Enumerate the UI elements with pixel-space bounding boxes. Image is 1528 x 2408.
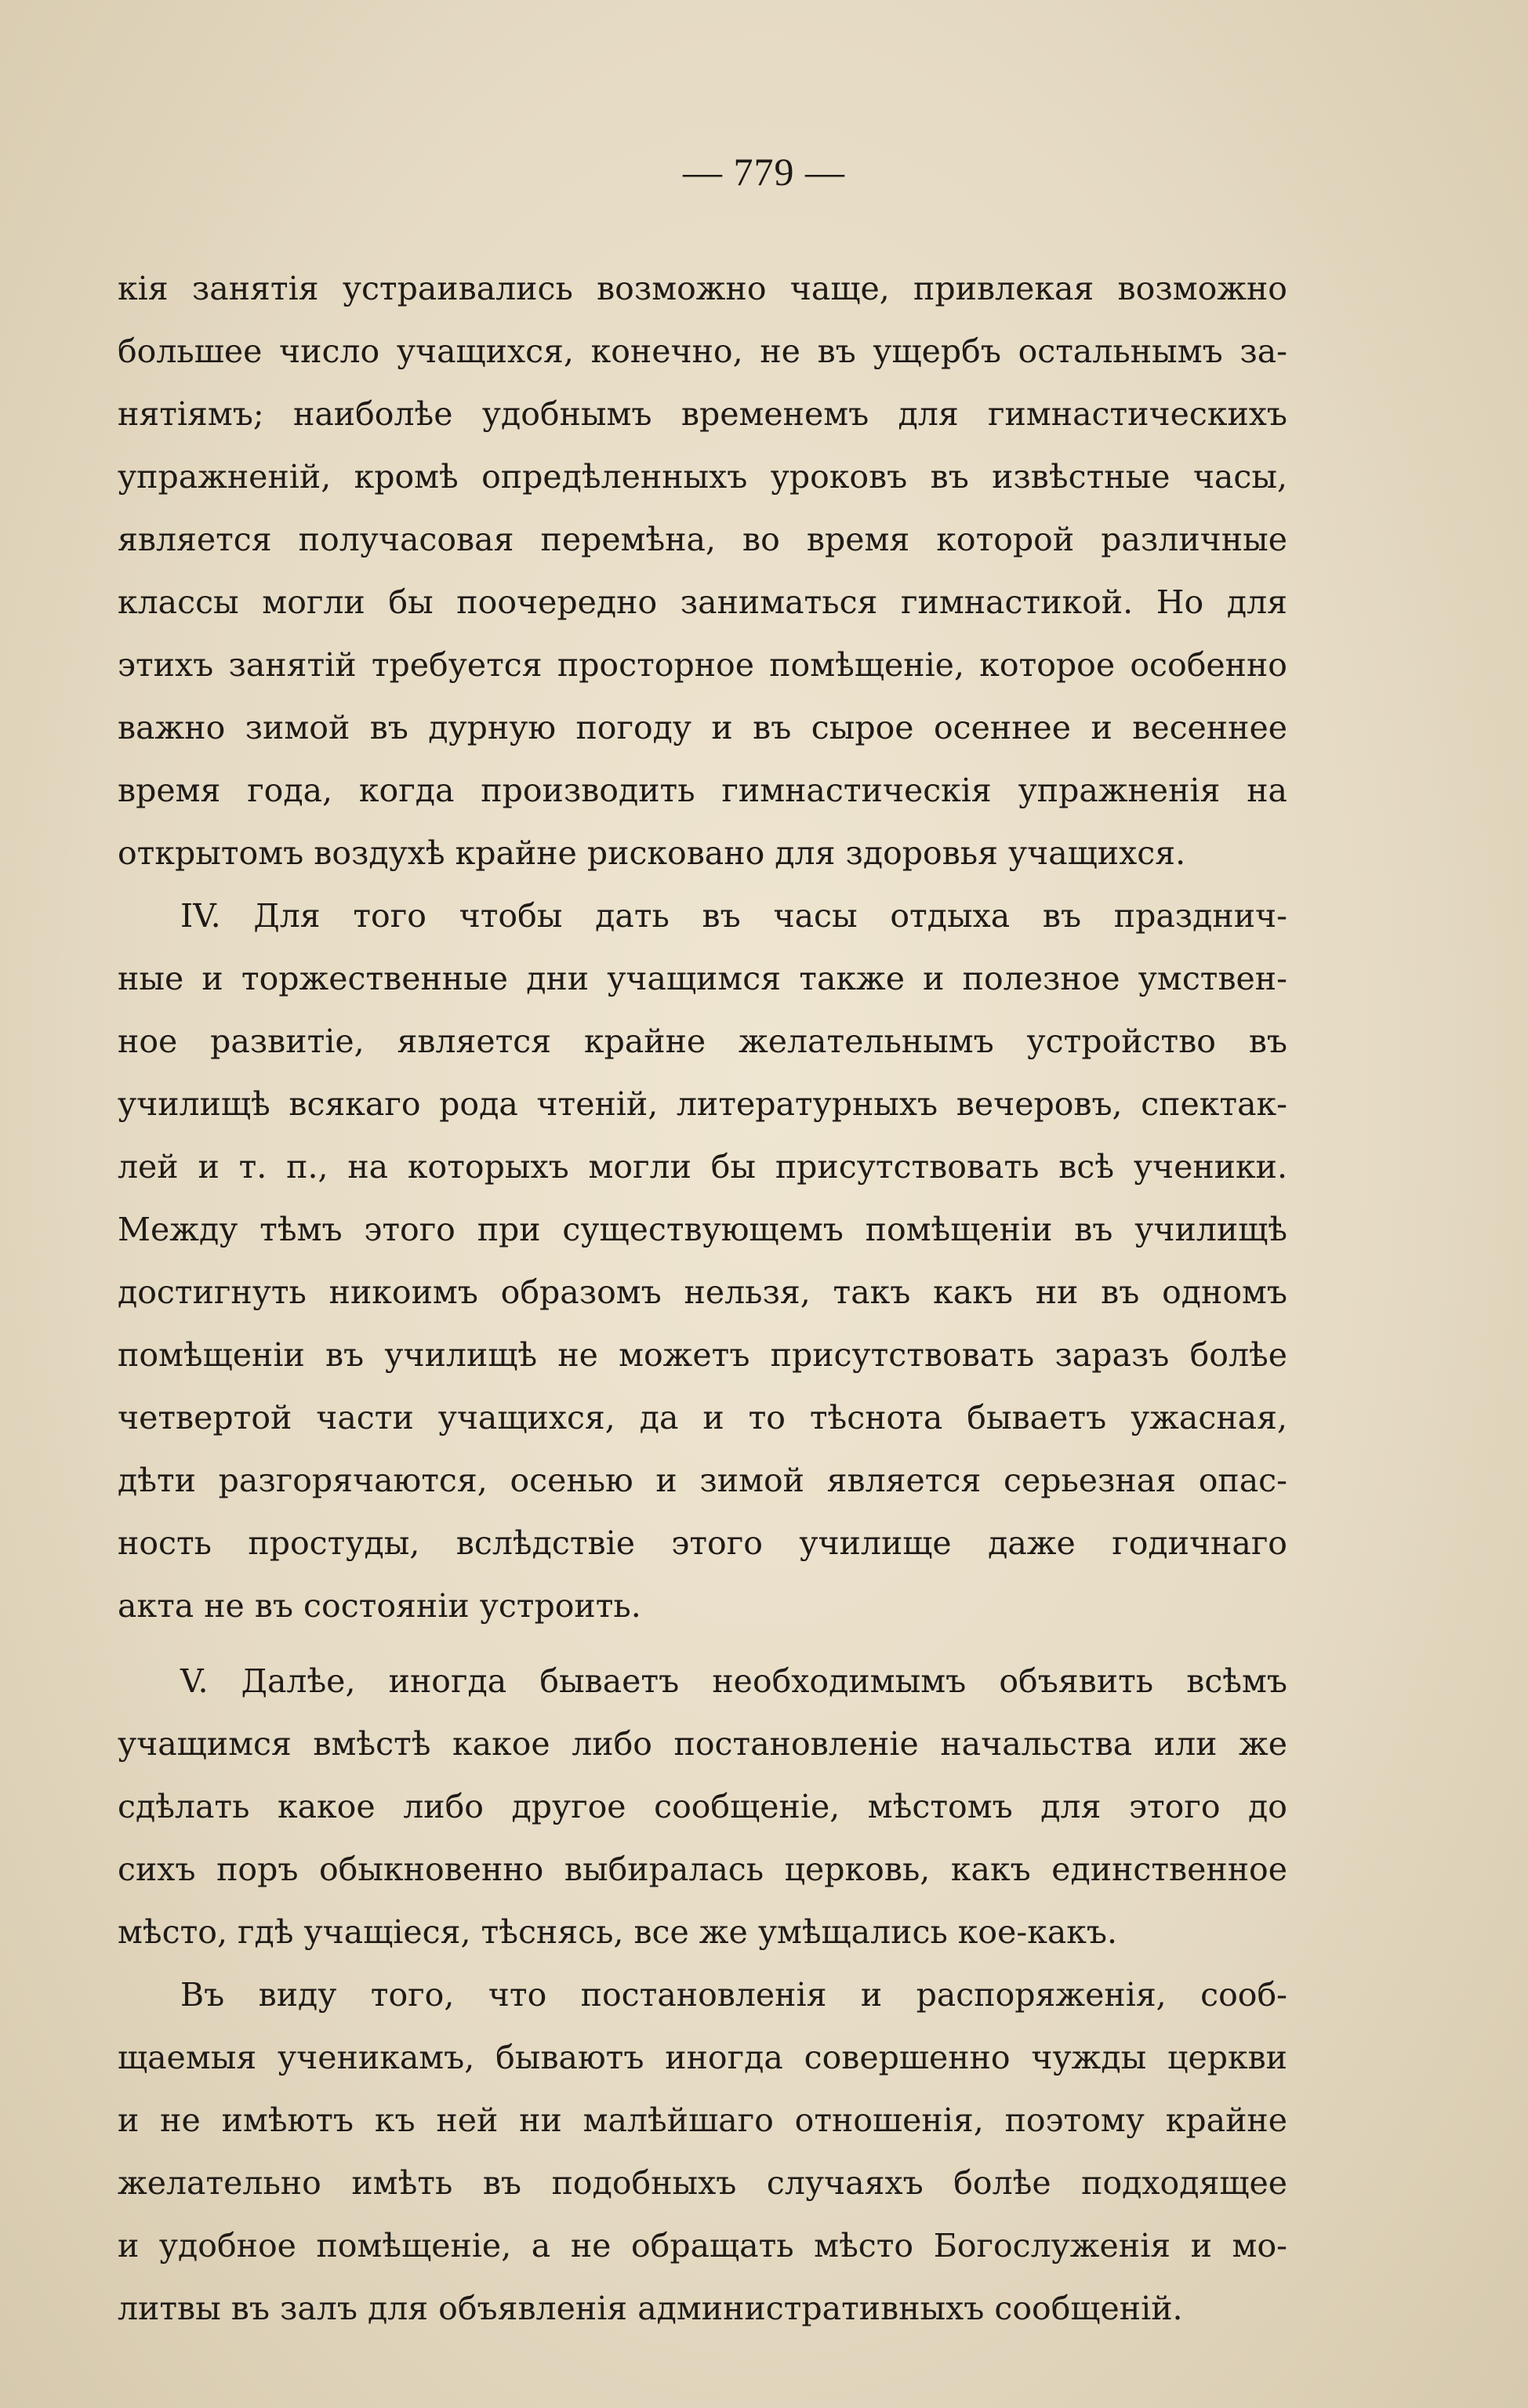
text-line: кія занятія устраивались возможно чаще, привлекая возможно — [118, 270, 1287, 307]
text-line: является получасовая перемѣна, во время которой различные — [118, 521, 1287, 558]
text-line: Въ виду того, что постановленія и распоряженія, сооб- — [180, 1976, 1287, 2014]
text-line: V. Далѣе, иногда бываетъ необходимымъ объявить всѣмъ — [180, 1662, 1287, 1700]
text-line: учащимся вмѣстѣ какое либо постановленіе начальства или же — [118, 1725, 1287, 1763]
text-line: и не имѣютъ къ ней ни малѣйшаго отношенія, поэтому крайне — [118, 2101, 1287, 2139]
text-line: акта не въ состояніи устроить. — [118, 1587, 641, 1625]
text-line: важно зимой въ дурную погоду и въ сырое осеннее и весеннее — [118, 709, 1287, 746]
text-line: классы могли бы поочередно заниматься гимнастикой. Но для — [118, 583, 1287, 621]
text-line: открытомъ воздухѣ крайне рисковано для здоровья учащихся. — [118, 834, 1186, 872]
text-line: дѣти разгорячаются, осенью и зимой является серьезная опас- — [118, 1462, 1287, 1499]
paragraph — [118, 1963, 1287, 2340]
text-line: время года, когда производить гимнастическія упражненія на — [118, 772, 1287, 809]
text-line: четвертой части учащихся, да и то тѣснота бываетъ ужасная, — [118, 1399, 1287, 1436]
text-line: нятіямъ; наиболѣе удобнымъ временемъ для гимнастическихъ — [118, 395, 1287, 433]
paragraph — [118, 884, 1287, 1637]
paragraph — [118, 257, 1287, 884]
page-number: — 779 — — [683, 150, 845, 194]
text-line: упражненій, кромѣ опредѣленныхъ уроковъ въ извѣстные часы, — [118, 458, 1287, 496]
text-line: лей и т. п., на которыхъ могли бы присутствовать всѣ ученики. — [118, 1148, 1287, 1186]
text-line: большее число учащихся, конечно, не въ ущербъ остальнымъ за- — [118, 332, 1287, 370]
text-line: ность простуды, вслѣдствіе этого училище даже годичнаго — [118, 1524, 1287, 1562]
text-line: сихъ поръ обыкновенно выбиралась церковь, какъ единственное — [118, 1850, 1287, 1888]
paragraph-gap — [118, 1637, 1287, 1650]
text-line: помѣщеніи въ училищѣ не можетъ присутствовать заразъ болѣе — [118, 1336, 1287, 1374]
text-line: этихъ занятій требуется просторное помѣщеніе, которое особенно — [118, 646, 1287, 684]
paragraph — [118, 1650, 1287, 1963]
text-line: достигнуть никоимъ образомъ нельзя, такъ какъ ни въ одномъ — [118, 1273, 1287, 1311]
text-line: ное развитіе, является крайне желательнымъ устройство въ — [118, 1022, 1287, 1060]
text-line: щаемыя ученикамъ, бываютъ иногда совершенно чужды церкви — [118, 2039, 1287, 2076]
text-line: сдѣлать какое либо другое сообщеніе, мѣстомъ для этого до — [118, 1788, 1287, 1825]
text-line: ные и торжественные дни учащимся также и полезное умствен- — [118, 960, 1287, 997]
text-line: литвы въ залъ для объявленія административныхъ сообщеній. — [118, 2290, 1183, 2327]
text-line: желательно имѣть въ подобныхъ случаяхъ болѣе подходящее — [118, 2164, 1287, 2202]
page-text — [118, 257, 1287, 2340]
text-line: мѣсто, гдѣ учащіеся, тѣснясь, все же умѣщались кое-какъ. — [118, 1913, 1118, 1951]
text-line: IV. Для того чтобы дать въ часы отдыха въ празднич- — [180, 897, 1287, 935]
text-line: училищѣ всякаго рода чтеній, литературныхъ вечеровъ, спектак- — [118, 1085, 1287, 1123]
text-line: Между тѣмъ этого при существующемъ помѣщеніи въ училищѣ — [118, 1211, 1287, 1248]
text-line: и удобное помѣщеніе, а не обращать мѣсто Богослуженія и мо- — [118, 2227, 1287, 2265]
